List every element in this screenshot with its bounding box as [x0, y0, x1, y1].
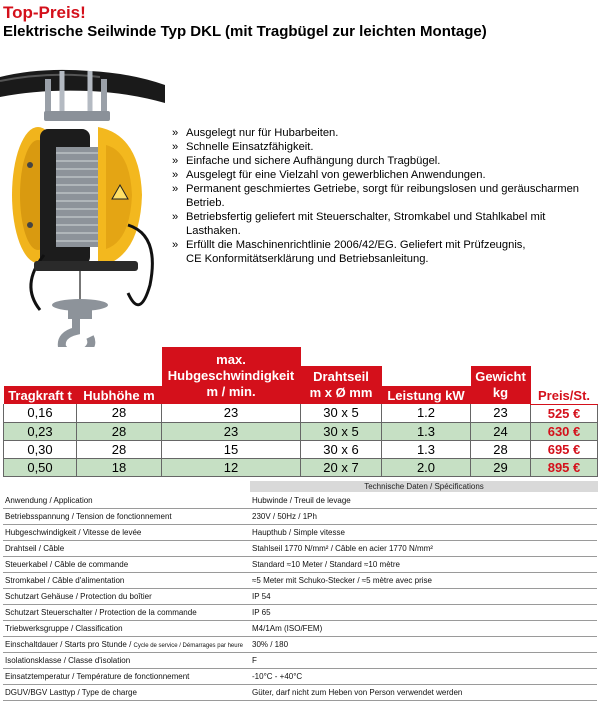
- col-header-hubgeschwindigkeit: max. Hubgeschwindigkeit m / min.: [162, 347, 301, 404]
- spec-table: [3, 493, 597, 701]
- feature-item: » Betriebsfertig geliefert mit Steuerschalter, Stromkabel und Stahlkabel mit Lasthaken.: [172, 211, 546, 237]
- spec-row: DGUV/BGV Lasttyp / Type de charge Güter, darf nicht zum Heben von Person verwendet werden: [3, 685, 597, 701]
- price-value: 895 €: [531, 458, 598, 476]
- feature-item: » Ausgelegt nur für Hubarbeiten.: [172, 127, 339, 139]
- feature-item: » Permanent geschmiertes Getriebe, sorgt für reibungslosen und geräuscharmen Betrieb.: [172, 183, 580, 209]
- feature-list: [172, 126, 597, 266]
- price-table: [3, 347, 598, 477]
- price-value: 525 €: [531, 404, 598, 422]
- spec-row: Isolationsklasse / Classe d'isolation F: [3, 653, 597, 669]
- col-header-drahtseil: Drahtseil m x Ø mm: [301, 366, 382, 404]
- spec-row: Schutzart Steuerschalter / Protection de la commande IP 65: [3, 605, 597, 621]
- spec-row: Betriebsspannung / Tension de fonctionnement 230V / 50Hz / 1Ph: [3, 509, 597, 525]
- electric-winch-image: [0, 55, 165, 355]
- price-value: 695 €: [531, 440, 598, 458]
- feature-item: » Einfache und sichere Aufhängung durch Tragbügel.: [172, 155, 441, 167]
- product-title: Elektrische Seilwinde Typ DKL (mit Tragbügel zur leichten Montage): [3, 23, 487, 40]
- spec-row: Schutzart Gehäuse / Protection du boîtier IP 54: [3, 589, 597, 605]
- spec-row: Hubgeschwindigkeit / Vitesse de levée Haupthub / Simple vitesse: [3, 525, 597, 541]
- feature-item: » Erfüllt die Maschinenrichtlinie 2006/42/EG. Geliefert mit Prüfzeugnis, CE Konformitätserklärung und Betriebsanleitung.: [172, 239, 526, 265]
- table-row: 0,16 28 23 30 x 5 1.2 23 525 €: [4, 404, 598, 422]
- col-header-tragkraft: Tragkraft t: [4, 386, 77, 404]
- table-row: 0,30 28 15 30 x 6 1.3 28 695 €: [4, 440, 598, 458]
- spec-row: Einschaltdauer / Starts pro Stunde / Cycle de service / Démarrages par heure 30% / 180: [3, 637, 597, 653]
- feature-item: » Ausgelegt für eine Vielzahl von gewerblichen Anwendungen.: [172, 169, 486, 181]
- feature-item: » Schnelle Einsatzfähigkeit.: [172, 141, 314, 153]
- col-header-preis: Preis/St.: [531, 386, 598, 404]
- spec-row: Triebwerksgruppe / Classification M4/1Am (ISO/FEM): [3, 621, 597, 637]
- col-header-leistung: Leistung kW: [382, 386, 471, 404]
- price-value: 630 €: [531, 422, 598, 440]
- table-row: 0,50 18 12 20 x 7 2.0 29 895 €: [4, 458, 598, 476]
- col-header-gewicht: Gewicht kg: [471, 366, 531, 404]
- col-header-hubhoehe: Hubhöhe m: [77, 386, 162, 404]
- table-row: 0,23 28 23 30 x 5 1.3 24 630 €: [4, 422, 598, 440]
- spec-row: Einsatztemperatur / Température de fonctionnement -10°C - +40°C: [3, 669, 597, 685]
- top-price-label: Top-Preis!: [3, 3, 86, 22]
- spec-row: Drahtseil / Câble Stahlseil 1770 N/mm² / Câble en acier 1770 N/mm²: [3, 541, 597, 557]
- spec-row: Anwendung / Application Hubwinde / Treuil de levage: [3, 493, 597, 509]
- spec-table-header: Technische Daten / Spécifications: [250, 481, 598, 492]
- spec-row: Steuerkabel / Câble de commande Standard ≈10 Meter / Standard ≈10 mètre: [3, 557, 597, 573]
- spec-row: Stromkabel / Câble d'alimentation ≈5 Meter mit Schuko-Stecker / ≈5 mètre avec prise: [3, 573, 597, 589]
